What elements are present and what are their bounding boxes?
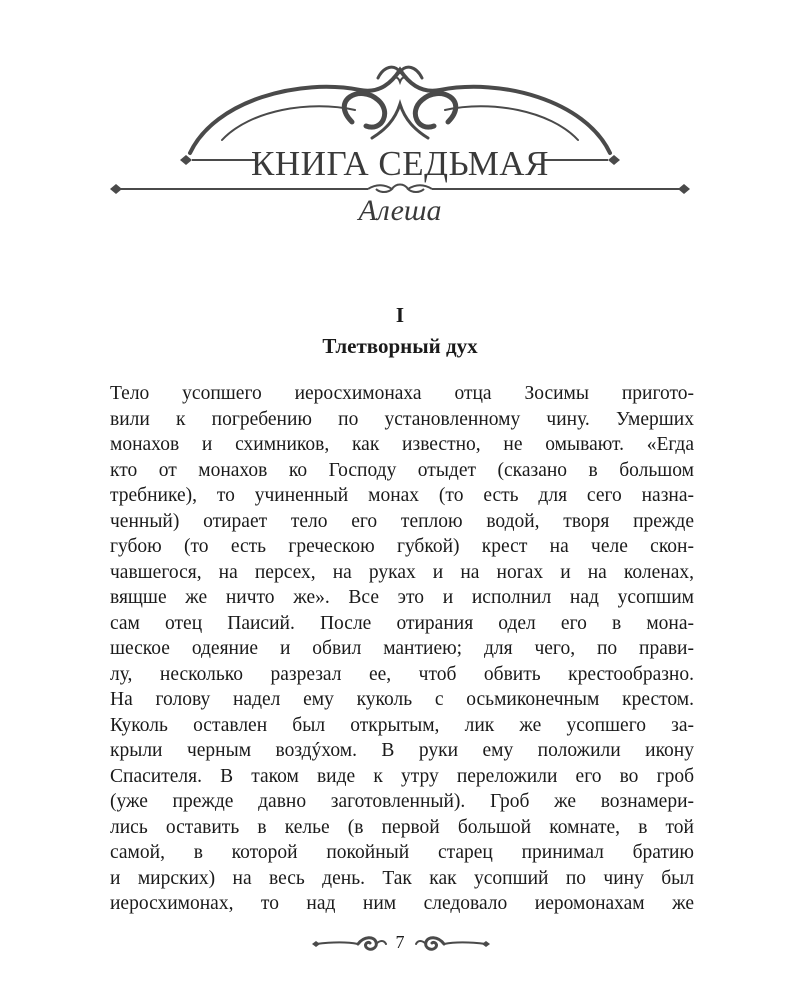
book-title: КНИГА СЕДЬМАЯ [251,144,549,183]
text-line: На голову надел ему куколь с осьмиконечным крестом. [110,689,694,710]
text-line: лу, несколько разрезал ее, чтоб обвить крестообразно. [110,663,694,685]
text-line: Спасителя. В таком виде к утру переложили его во гроб [110,765,694,787]
footer-ornament-left [312,928,392,960]
text-line: требнике), то учиненный монах (то есть для сего назна- [110,485,694,506]
text-line: монахов и схимников, как известно, не омывают. «Егда [110,434,694,455]
chapter-number: I [395,303,405,327]
text-line: шеское одеяние и обвил мантиею; для чего, по прави- [110,638,694,659]
text-line: иеросхимонах, то над ним следовало иеромонахам же [110,893,694,914]
book-subtitle: Алеша [358,194,442,227]
text-line: вили к погребению по установленному чину. Умерших [110,408,694,430]
text-line: лись оставить в келье (в первой большой комнате, в той [110,816,694,838]
text-line: губою (то есть греческою губкой) крест на челе скон- [110,536,694,557]
page-footer [0,928,800,960]
text-line: (уже прежде давно заготовленный). Гроб же вознамери- [110,791,694,812]
text-line: самой, в которой покойный старец принимал братию [110,842,694,863]
text-line: и мирских) на весь день. Так как усопший по чину был [110,867,694,889]
text-line: сам отец Паисий. После отирания одел его в мона- [110,612,694,634]
text-line: крыли черным воздýхом. В руки ему положили икону [110,740,694,761]
text-line: вящше же ничто же». Все это и исполнил над усопшим [110,587,694,608]
text-line: ченный) отирает тело его теплою водой, творя прежде [110,510,694,532]
text-line: чавшегося, на персех, на руках и на ногах и на коленах, [110,561,694,583]
footer-ornament-right [410,928,490,960]
page-number: 7 [395,932,405,952]
text-line: кто от монахов ко Господу отыдет (сказано в большом [110,459,694,481]
text-line: Тело усопшего иеросхимонаха отца Зосимы пригото- [110,383,694,404]
chapter-title: Тлетворный дух [322,334,478,358]
text-line: Куколь оставлен был открытым, лик же усопшего за- [110,714,694,736]
body-text [110,381,694,917]
